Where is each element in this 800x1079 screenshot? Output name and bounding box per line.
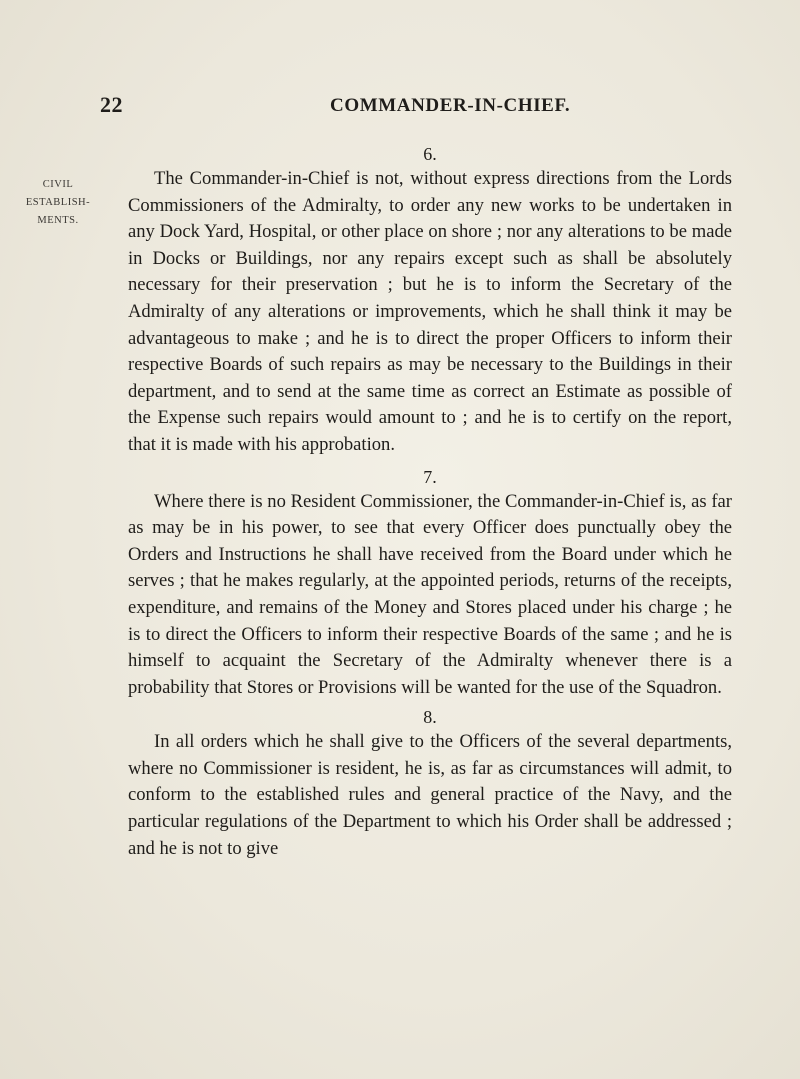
marginal-note-line: ESTABLISH- [25, 197, 91, 208]
section-number: 7. [423, 466, 437, 487]
section-number: 8. [423, 707, 437, 728]
page-number: 22 [100, 92, 123, 117]
body-text [128, 142, 732, 862]
running-title: COMMANDER-IN-CHIEF. [330, 95, 571, 116]
marginal-note [14, 176, 102, 230]
section-paragraph: The Commander-in-Chief is not, without express directions from the Lords Commissioners of the Admiralty, to order any new works to be undertaken in any Dock Yard, Hospital, or other place on shore ; nor any alterations to be made in Docks or Buildings, nor any repairs except such as shall be absolutely necessary for their preservation ; but he is to inform the Secretary of the Admiralty of any alterations or improvements, which he shall think it may be advantageous to make ; and he is to direct the proper Officers to inform their respective Boards of such repairs as may be necessary to the Buildings in their department, and to send at the same time as correct an Estimate as possible of the Expense such repairs would amount to ; and he is to certify on the report, that it is made with his approbation. [128, 168, 732, 455]
section-number: 6. [423, 144, 437, 164]
section-paragraph: Where there is no Resident Commissioner, the Commander-in-Chief is, as far as may be in his power, to see that every Officer does punctually obey the Orders and Instructions he shall have received from the Board under which he serves ; that he makes regularly, at the appointed periods, returns of the receipts, expenditure, and remains of the Money and Stores placed under his charge ; he is to direct the Officers to inform their respective Boards of the same ; and he is himself to acquaint the Secretary of the Admiralty whenever there is a probability that Stores or Provisions will be wanted for the use of the Squadron. [128, 490, 732, 698]
marginal-note-line: CIVIL [42, 179, 74, 190]
marginal-note-line: MENTS. [37, 215, 79, 226]
section-paragraph: In all orders which he shall give to the Officers of the several departments, where no Commissioner is resident, he is, as far as circumstances will admit, to conform to the established rules and general practice of the Navy, and the particular regulations of the Department to which his Order shall be addressed ; and he is not to give [128, 731, 732, 859]
page-header [100, 92, 730, 122]
